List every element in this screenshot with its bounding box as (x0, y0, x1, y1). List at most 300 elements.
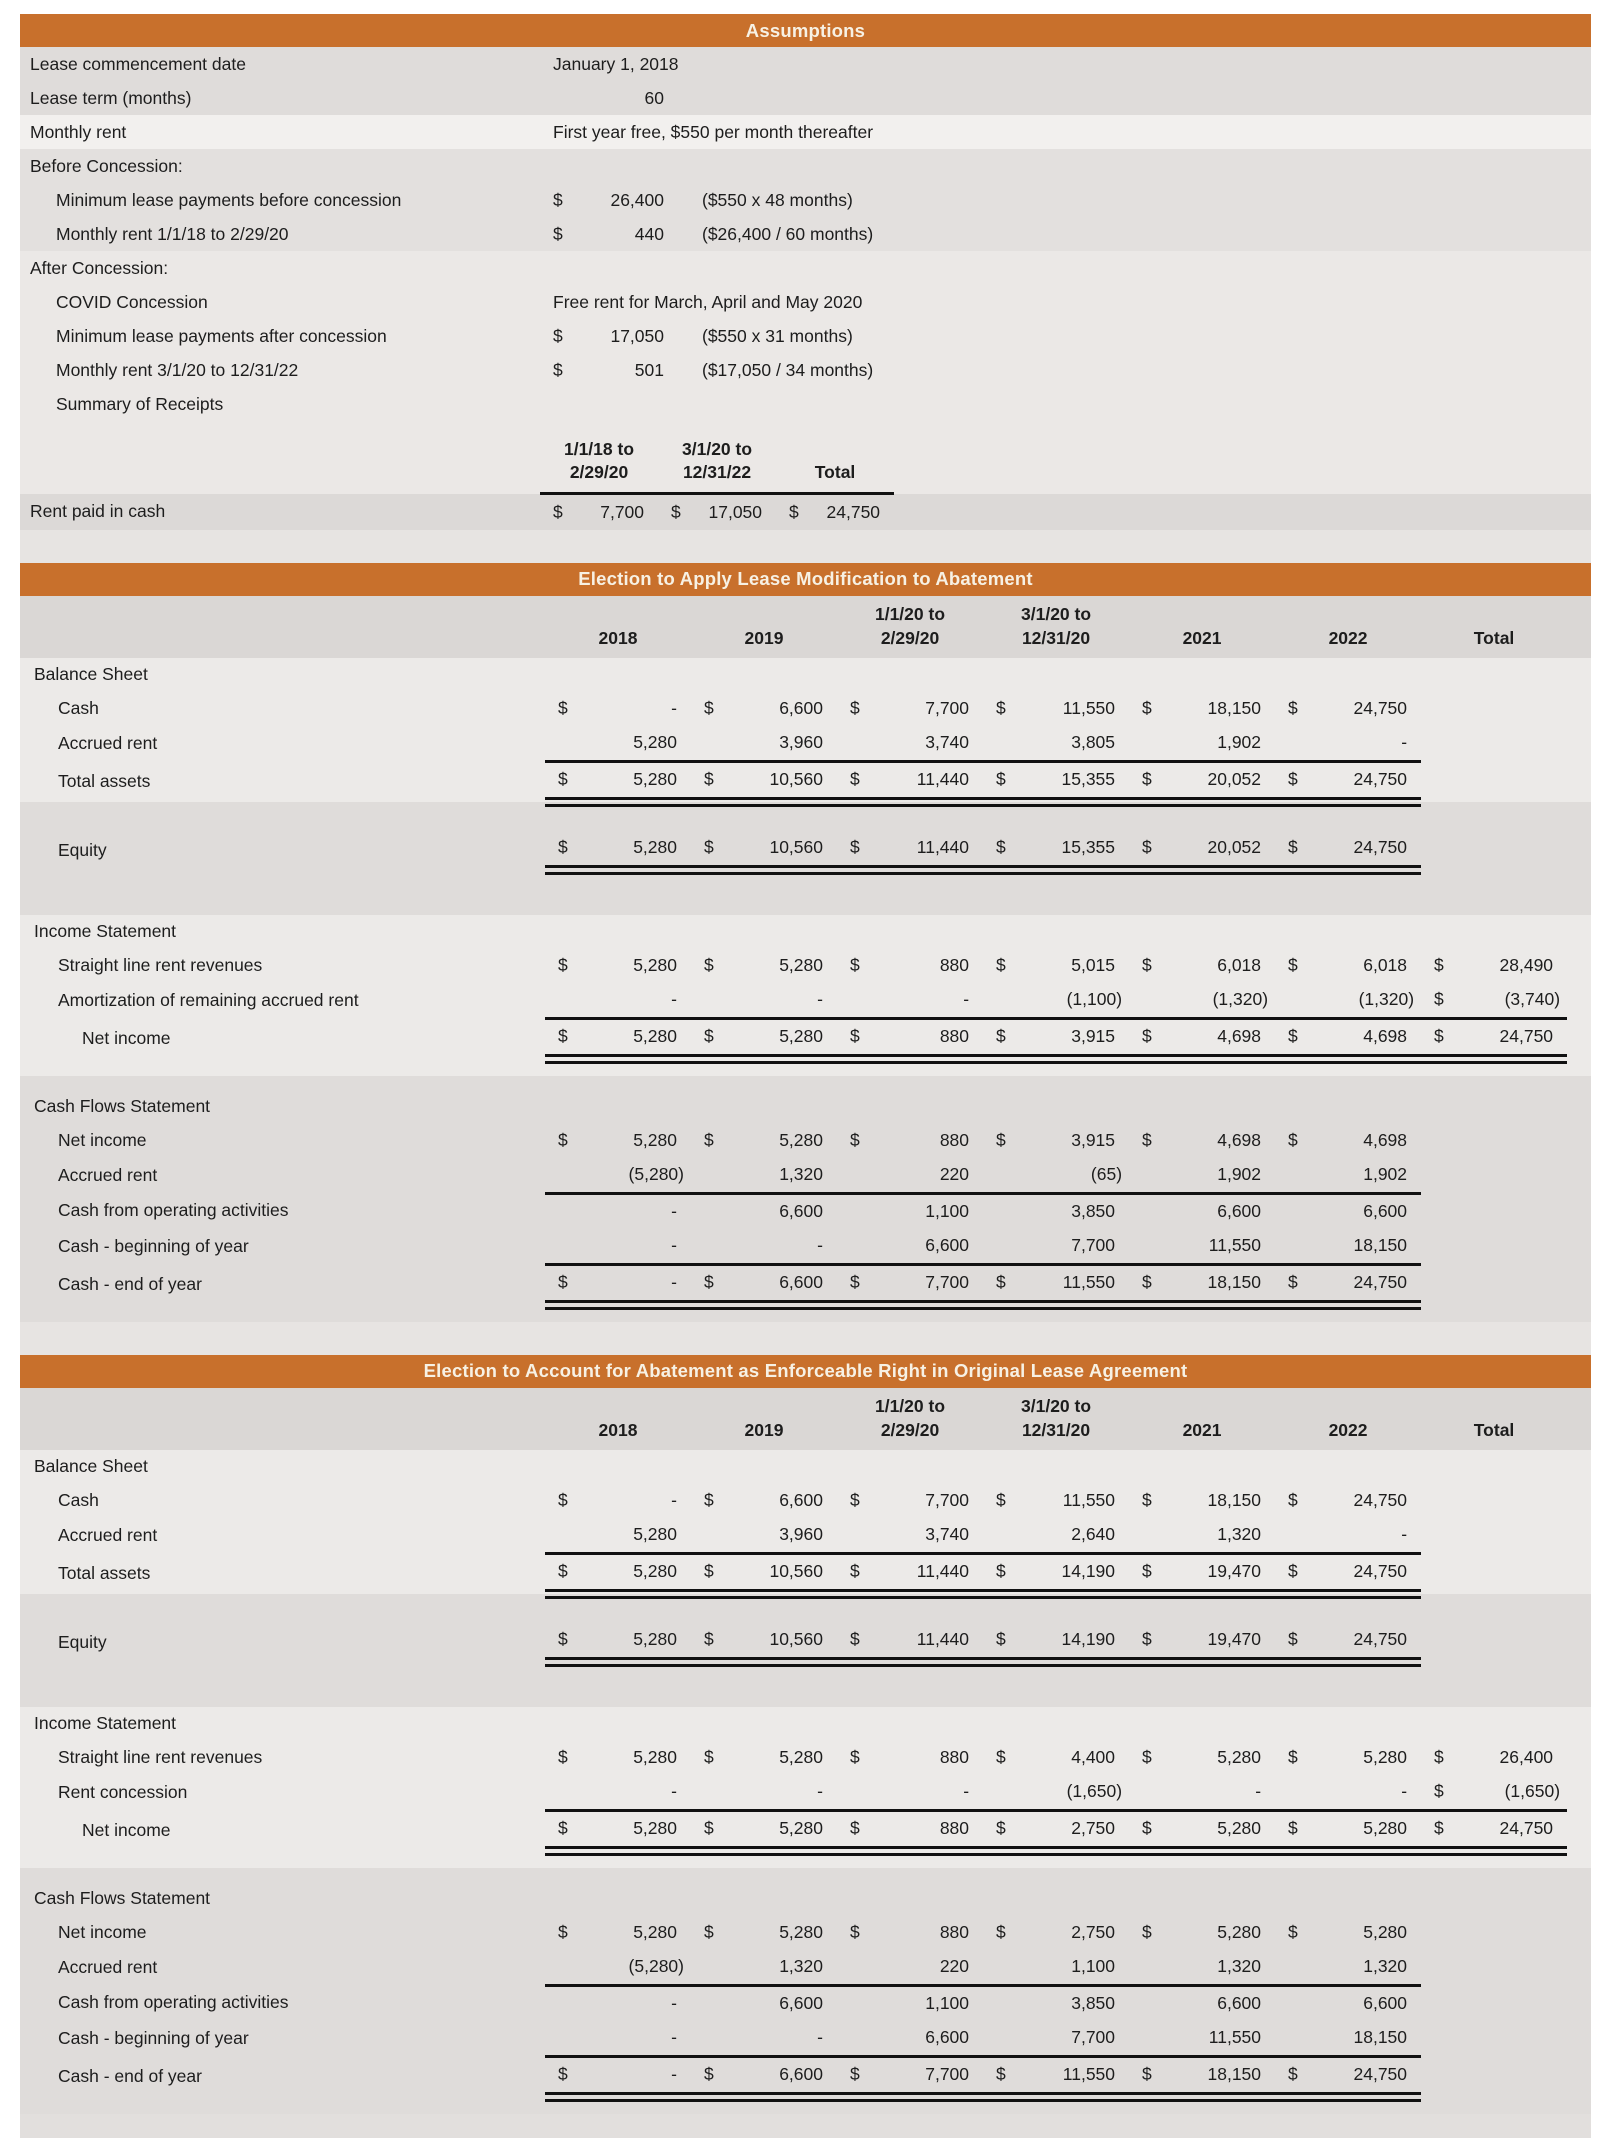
cash-flows-statement-dollar-total (1421, 1882, 1459, 1916)
net-income-value-2019: 5,280 (779, 1922, 823, 1942)
cash-from-operating-activities-value-2022: 6,600 (1363, 1993, 1408, 2013)
spacer (20, 1594, 1591, 1623)
spacer (20, 870, 1591, 915)
col-header-line1: 1/1/20 to (874, 1396, 946, 1417)
income-statement-value-2019 (729, 915, 837, 949)
balance-sheet-value-2019 (729, 658, 837, 692)
accrued-rent-dollar-jan20-feb20 (837, 726, 875, 762)
filler (1567, 1158, 1591, 1194)
minimum-lease-payments-before-concession-dollar: $ (553, 189, 563, 210)
cash-from-operating-activities-dollar-mar20-dec20 (983, 1985, 1021, 2021)
filler (1567, 831, 1591, 870)
balance-sheet-dollar-2018 (545, 1450, 583, 1484)
rent-paid-in-cash-dollar-1: $ (671, 501, 681, 522)
net-income-dollar-jan20-feb20: $ (837, 1810, 875, 1851)
cash-from-operating-activities-dollar-jan20-feb20 (837, 1985, 875, 2021)
equity-value-2022: 24,750 (1313, 831, 1421, 870)
filler (1567, 983, 1591, 1019)
cash-beginning-of-year-value-total (1459, 1229, 1567, 1265)
income-statement-value-total (1459, 915, 1567, 949)
filler (1567, 2021, 1591, 2057)
straight-line-rent-revenues-value-2022: 5,280 (1363, 1747, 1408, 1767)
equity-dollar-2021: $ (1129, 1623, 1167, 1662)
cash-flows-statement-dollar-2022 (1275, 1882, 1313, 1916)
col-header-line1: 3/1/20 to (1021, 604, 1092, 625)
cash-from-operating-activities-value-2021: 6,600 (1217, 1993, 1262, 2013)
col-header-2018 (545, 596, 691, 658)
accrued-rent-label: Accrued rent (58, 1524, 158, 1545)
accrued-rent-value-2019: 1,320 (729, 1158, 837, 1194)
accrued-rent-dollar-2021 (1129, 1158, 1167, 1194)
monthly-rent-3-1-20-to-12-31-22-note: ($17,050 / 34 months) (702, 359, 874, 380)
spacer-row (20, 1851, 1591, 1868)
balance-sheet-dollar-2021 (1129, 1450, 1167, 1484)
net-income-dollar-2022: $ (1275, 1810, 1313, 1851)
straight-line-rent-revenues-value-2022: 6,018 (1363, 955, 1408, 975)
net-income-value-2021: 5,280 (1167, 1810, 1275, 1851)
total-assets-value-2022: 24,750 (1313, 761, 1421, 802)
net-income-dollar-2018: $ (558, 1922, 568, 1942)
income-statement-dollar-2018 (545, 915, 583, 949)
net-income-value-2021: 4,698 (1167, 1018, 1275, 1059)
amortization-of-remaining-accrued-rent-value-2018: - (671, 989, 677, 1009)
cash-from-operating-activities-value-jan20-feb20: 1,100 (925, 1993, 970, 2013)
total-assets-dollar-2022: $ (1275, 1553, 1313, 1594)
modification-equity (20, 802, 1591, 915)
filler (1008, 217, 1591, 251)
col-header-jan20-feb20 (837, 1388, 983, 1450)
modification-column-headers (20, 596, 1591, 658)
net-income-dollar-2018: $ (545, 1810, 583, 1851)
income-statement-label: Income Statement (34, 1713, 177, 1733)
cash-flows-statement-value-mar20-dec20 (1021, 1882, 1129, 1916)
row-cash-flows-statement (20, 1090, 1591, 1124)
cash-value-2022: 24,750 (1353, 1490, 1408, 1510)
assumptions-table (20, 47, 1591, 421)
equity-value-total (1459, 1623, 1567, 1662)
cash-label: Cash (58, 1490, 99, 1510)
equity-dollar-2019: $ (691, 1623, 729, 1662)
income-statement-dollar-jan20-feb20 (837, 915, 875, 949)
lease-term-months-note (678, 81, 1008, 115)
cash-flows-statement-value-jan20-feb20 (875, 1882, 983, 1916)
spacer-row (20, 1868, 1591, 1882)
total-assets-label: Total assets (58, 770, 151, 791)
cash-flows-statement-dollar-2019 (691, 1882, 729, 1916)
assumption-row-monthly-rent (20, 115, 1591, 149)
filler (1567, 915, 1591, 949)
cash-from-operating-activities-label: Cash from operating activities (58, 1992, 289, 2013)
cash-end-of-year-value-2018: - (583, 2056, 691, 2097)
cash-end-of-year-value-jan20-feb20: 7,700 (875, 1264, 983, 1305)
col-header-2021 (1129, 1388, 1275, 1450)
cash-flows-statement-value-2018 (583, 1882, 691, 1916)
amortization-of-remaining-accrued-rent-value-mar20-dec20: (1,100) (1066, 989, 1123, 1009)
section-gap (20, 530, 1591, 563)
cash-flows-statement-value-2022 (1313, 1090, 1421, 1124)
cash-dollar-2018: $ (558, 1490, 568, 1510)
spacer (20, 1662, 1591, 1707)
row-cash-flows-statement (20, 1882, 1591, 1916)
monthly-rent-label: Monthly rent (30, 121, 127, 142)
accrued-rent-value-2019: 3,960 (779, 732, 823, 752)
cash-beginning-of-year-value-2019: - (729, 1229, 837, 1265)
straight-line-rent-revenues-dollar-2021: $ (1142, 1747, 1152, 1767)
monthly-rent-3-1-20-to-12-31-22-label: Monthly rent 3/1/20 to 12/31/22 (56, 359, 299, 380)
accrued-rent-value-jan20-feb20: 3,740 (925, 1524, 970, 1544)
balance-sheet-dollar-total (1421, 1450, 1459, 1484)
amortization-of-remaining-accrued-rent-dollar-2021 (1129, 983, 1167, 1019)
cash-end-of-year-dollar-jan20-feb20: $ (837, 2056, 875, 2097)
rent-concession-dollar-2018 (545, 1775, 583, 1811)
total-assets-dollar-mar20-dec20: $ (983, 761, 1021, 802)
filler (1567, 1775, 1591, 1811)
net-income-dollar-total: $ (1421, 1018, 1459, 1059)
straight-line-rent-revenues-value-2019: 5,280 (779, 1747, 823, 1767)
cash-end-of-year-label: Cash - end of year (58, 2065, 202, 2086)
before-concession-dollar (540, 149, 578, 183)
straight-line-rent-revenues-value-2018: 5,280 (633, 955, 677, 975)
cash-end-of-year-value-total (1459, 2056, 1567, 2097)
accrued-rent-dollar-total (1421, 1518, 1459, 1554)
income-statement-value-mar20-dec20 (1021, 1707, 1129, 1741)
row-rent-paid-in-cash (20, 494, 1591, 530)
cash-beginning-of-year-value-mar20-dec20: 7,700 (1021, 1229, 1129, 1265)
rent-concession-label: Rent concession (58, 1781, 188, 1802)
cash-dollar-2021: $ (1142, 698, 1152, 718)
enforceable-right-table (20, 1388, 1591, 2114)
straight-line-rent-revenues-dollar-2018: $ (558, 955, 568, 975)
accrued-rent-dollar-2022 (1275, 1158, 1313, 1194)
cash-value-jan20-feb20: 7,700 (925, 1490, 970, 1510)
straight-line-rent-revenues-value-mar20-dec20: 5,015 (1071, 955, 1116, 975)
cash-value-2018: - (671, 698, 677, 718)
straight-line-rent-revenues-value-jan20-feb20: 880 (939, 955, 970, 975)
net-income-value-2021: 5,280 (1217, 1922, 1262, 1942)
col-header-line2: 2021 (1182, 627, 1222, 648)
accrued-rent-value-2022: - (1401, 1524, 1408, 1544)
straight-line-rent-revenues-dollar-2019: $ (704, 1747, 714, 1767)
filler (1567, 1229, 1591, 1265)
total-assets-value-2018: 5,280 (583, 1553, 691, 1594)
cash-label: Cash (58, 698, 99, 718)
row-total-assets (20, 761, 1591, 802)
col-header-total (1421, 596, 1567, 658)
cash-beginning-of-year-dollar-2019 (691, 2021, 729, 2057)
col-header-line2: 2019 (744, 627, 784, 648)
equity-value-mar20-dec20: 14,190 (1021, 1623, 1129, 1662)
filler (1567, 1018, 1591, 1059)
monthly-rent-value: First year free, $550 per month thereafter (553, 121, 874, 142)
income-statement-value-2018 (583, 1707, 691, 1741)
filler (1567, 1553, 1591, 1594)
equity-dollar-mar20-dec20: $ (983, 831, 1021, 870)
amortization-of-remaining-accrued-rent-dollar-jan20-feb20 (837, 983, 875, 1019)
row-cash-beginning-of-year (20, 1229, 1591, 1265)
cash-from-operating-activities-value-2021: 6,600 (1217, 1201, 1262, 1221)
row-equity (20, 1623, 1591, 1662)
spacer (20, 1076, 1591, 1090)
row-cash (20, 1484, 1591, 1518)
spacer (20, 802, 1591, 831)
straight-line-rent-revenues-value-total: 26,400 (1499, 1747, 1554, 1767)
modification-cash-flows (20, 1076, 1591, 1322)
row-rent-concession (20, 1775, 1591, 1811)
cash-dollar-2021: $ (1142, 1490, 1152, 1510)
filler (894, 421, 1591, 494)
equity-dollar-total (1421, 831, 1459, 870)
rent-paid-in-cash-label: Rent paid in cash (30, 501, 166, 521)
income-statement-label: Income Statement (34, 921, 177, 941)
col-header-2021 (1129, 596, 1275, 658)
cash-end-of-year-dollar-2022: $ (1275, 1264, 1313, 1305)
net-income-dollar-mar20-dec20: $ (996, 1922, 1006, 1942)
cash-from-operating-activities-dollar-2022 (1275, 1985, 1313, 2021)
filler (1567, 1388, 1591, 1450)
cash-value-jan20-feb20: 7,700 (925, 698, 970, 718)
accrued-rent-value-2022: 1,902 (1313, 1158, 1421, 1194)
minimum-lease-payments-after-concession-dollar: $ (553, 325, 563, 346)
assumption-row-lease-commencement-date (20, 47, 1591, 81)
equity-dollar-2019: $ (691, 831, 729, 870)
filler (1567, 1623, 1591, 1662)
cash-dollar-jan20-feb20: $ (850, 698, 860, 718)
net-income-value-total (1459, 1916, 1567, 1950)
cash-beginning-of-year-dollar-total (1421, 1229, 1459, 1265)
enforceable-right-equity (20, 1594, 1591, 1707)
equity-value-2019: 10,560 (729, 1623, 837, 1662)
accrued-rent-value-total (1459, 726, 1567, 762)
lease-commencement-date-label: Lease commencement date (30, 53, 246, 74)
net-income-value-2019: 5,280 (729, 1810, 837, 1851)
total-assets-dollar-jan20-feb20: $ (837, 1553, 875, 1594)
col-header-2019 (691, 1388, 837, 1450)
balance-sheet-value-2018 (583, 1450, 691, 1484)
cash-flows-statement-dollar-jan20-feb20 (837, 1882, 875, 1916)
accrued-rent-value-2018: (5,280) (583, 1158, 691, 1194)
covid-concession-value: Free rent for March, April and May 2020 (553, 291, 863, 312)
amortization-of-remaining-accrued-rent-value-2022: (1,320) (1358, 989, 1415, 1009)
net-income-value-jan20-feb20: 880 (875, 1018, 983, 1059)
col-header-line2: 2/29/20 (880, 627, 940, 648)
cash-beginning-of-year-label: Cash - beginning of year (58, 1235, 249, 1256)
balance-sheet-value-2018 (583, 658, 691, 692)
cash-beginning-of-year-value-total (1459, 2021, 1567, 2057)
lease-term-months-label: Lease term (months) (30, 87, 192, 108)
cash-beginning-of-year-label: Cash - beginning of year (58, 2027, 249, 2048)
row-amortization-of-remaining-accrued-rent (20, 983, 1591, 1019)
summary-of-receipts-amount (578, 387, 678, 421)
balance-sheet-value-total (1459, 658, 1567, 692)
cash-beginning-of-year-dollar-2021 (1129, 2021, 1167, 2057)
equity-dollar-2018: $ (545, 1623, 583, 1662)
cash-end-of-year-value-mar20-dec20: 11,550 (1021, 1264, 1129, 1305)
total-assets-value-jan20-feb20: 11,440 (875, 761, 983, 802)
assumption-row-minimum-lease-payments-after-concession (20, 319, 1591, 353)
cash-from-operating-activities-value-mar20-dec20: 3,850 (1071, 1993, 1116, 2013)
equity-dollar-2021: $ (1129, 831, 1167, 870)
net-income-value-2022: 4,698 (1363, 1130, 1408, 1150)
filler (1008, 81, 1591, 115)
equity-value-mar20-dec20: 15,355 (1021, 831, 1129, 870)
total-assets-dollar-total (1421, 1553, 1459, 1594)
col-header-2019 (691, 596, 837, 658)
cash-from-operating-activities-value-2018: - (671, 1201, 677, 1221)
cash-flows-statement-dollar-2021 (1129, 1090, 1167, 1124)
net-income-dollar-2022: $ (1275, 1018, 1313, 1059)
filler (894, 494, 1591, 530)
straight-line-rent-revenues-dollar-2022: $ (1288, 1747, 1298, 1767)
total-assets-label: Total assets (58, 1562, 151, 1583)
net-income-value-jan20-feb20: 880 (939, 1922, 970, 1942)
receipts-header-row (20, 421, 1591, 494)
income-statement-dollar-total (1421, 1707, 1459, 1741)
spacer (20, 1868, 1591, 1882)
row-straight-line-rent-revenues (20, 949, 1591, 983)
cash-end-of-year-value-2019: 6,600 (729, 1264, 837, 1305)
balance-sheet-value-mar20-dec20 (1021, 658, 1129, 692)
cash-value-2022: 24,750 (1353, 698, 1408, 718)
amortization-of-remaining-accrued-rent-dollar-2019 (691, 983, 729, 1019)
accrued-rent-dollar-2021 (1129, 1950, 1167, 1986)
covid-concession-label: COVID Concession (56, 291, 208, 312)
straight-line-rent-revenues-label: Straight line rent revenues (58, 1747, 263, 1767)
total-assets-dollar-2021: $ (1129, 1553, 1167, 1594)
col-header-line2: 2018 (598, 1419, 638, 1440)
modification-balance-sheet (20, 658, 1591, 802)
cash-from-operating-activities-dollar-2021 (1129, 1985, 1167, 2021)
net-income-value-mar20-dec20: 2,750 (1071, 1922, 1116, 1942)
cash-flows-statement-dollar-jan20-feb20 (837, 1090, 875, 1124)
cash-from-operating-activities-dollar-2018 (545, 1193, 583, 1229)
row-net-income (20, 1124, 1591, 1158)
cash-flows-statement-value-mar20-dec20 (1021, 1090, 1129, 1124)
total-assets-dollar-2022: $ (1275, 761, 1313, 802)
cash-from-operating-activities-dollar-2018 (545, 1985, 583, 2021)
rent-concession-value-2022: - (1401, 1781, 1408, 1801)
net-income-dollar-total (1421, 1916, 1459, 1950)
net-income-value-2018: 5,280 (633, 1922, 677, 1942)
cash-beginning-of-year-dollar-jan20-feb20 (837, 2021, 875, 2057)
net-income-label: Net income (58, 1130, 147, 1150)
cash-from-operating-activities-value-total (1459, 1193, 1567, 1229)
cash-dollar-2018: $ (558, 698, 568, 718)
total-assets-value-mar20-dec20: 15,355 (1021, 761, 1129, 802)
col-header-line2: Total (1473, 1419, 1515, 1440)
filler (1008, 183, 1591, 217)
cash-end-of-year-dollar-mar20-dec20: $ (983, 2056, 1021, 2097)
cash-beginning-of-year-dollar-2018 (545, 2021, 583, 2057)
cash-beginning-of-year-dollar-jan20-feb20 (837, 1229, 875, 1265)
income-statement-value-jan20-feb20 (875, 1707, 983, 1741)
equity-value-2018: 5,280 (583, 1623, 691, 1662)
equity-dollar-mar20-dec20: $ (983, 1623, 1021, 1662)
filler (1567, 1916, 1591, 1950)
net-income-dollar-2021: $ (1129, 1018, 1167, 1059)
total-assets-value-2018: 5,280 (583, 761, 691, 802)
cash-flows-statement-value-2021 (1167, 1882, 1275, 1916)
total-assets-value-total (1459, 1553, 1567, 1594)
net-income-value-jan20-feb20: 880 (939, 1130, 970, 1150)
balance-sheet-value-mar20-dec20 (1021, 1450, 1129, 1484)
cash-value-2021: 18,150 (1207, 1490, 1262, 1510)
balance-sheet-dollar-total (1421, 658, 1459, 692)
accrued-rent-value-2022: - (1401, 732, 1408, 752)
spacer-row (20, 1305, 1591, 1322)
equity-value-jan20-feb20: 11,440 (875, 831, 983, 870)
accrued-rent-value-2021: 1,320 (1217, 1524, 1262, 1544)
accrued-rent-value-2018: 5,280 (633, 1524, 677, 1544)
cash-end-of-year-value-2018: - (583, 1264, 691, 1305)
spacer (20, 1305, 1591, 1322)
net-income-value-mar20-dec20: 3,915 (1071, 1130, 1116, 1150)
accrued-rent-dollar-mar20-dec20 (983, 1158, 1021, 1194)
cash-from-operating-activities-dollar-mar20-dec20 (983, 1193, 1021, 1229)
spacer-row (20, 1662, 1591, 1707)
straight-line-rent-revenues-value-total: 28,490 (1499, 955, 1554, 975)
net-income-label: Net income (82, 1027, 171, 1048)
rent-concession-value-jan20-feb20: - (963, 1781, 970, 1801)
summary-of-receipts-label: Summary of Receipts (56, 393, 224, 414)
total-assets-dollar-2021: $ (1129, 761, 1167, 802)
balance-sheet-dollar-mar20-dec20 (983, 658, 1021, 692)
total-assets-dollar-2019: $ (691, 1553, 729, 1594)
row-cash-from-operating-activities (20, 1985, 1591, 2021)
cash-dollar-mar20-dec20: $ (996, 1490, 1006, 1510)
income-statement-dollar-2022 (1275, 1707, 1313, 1741)
balance-sheet-dollar-2022 (1275, 1450, 1313, 1484)
col-header-line1: 3/1/20 to (1021, 1396, 1092, 1417)
net-income-value-total: 24,750 (1459, 1018, 1567, 1059)
equity-value-2022: 24,750 (1313, 1623, 1421, 1662)
cash-beginning-of-year-value-2021: 11,550 (1167, 1229, 1275, 1265)
straight-line-rent-revenues-dollar-2019: $ (704, 955, 714, 975)
cash-dollar-mar20-dec20: $ (996, 698, 1006, 718)
net-income-dollar-2021: $ (1142, 1130, 1152, 1150)
accrued-rent-value-mar20-dec20: 2,640 (1071, 1524, 1116, 1544)
accrued-rent-dollar-2022 (1275, 1950, 1313, 1986)
accrued-rent-dollar-2019 (691, 1950, 729, 1986)
straight-line-rent-revenues-dollar-total: $ (1434, 1747, 1444, 1767)
rent-concession-dollar-mar20-dec20 (983, 1775, 1021, 1811)
accrued-rent-value-mar20-dec20: 1,100 (1021, 1950, 1129, 1986)
cash-end-of-year-dollar-2018: $ (545, 2056, 583, 2097)
cash-from-operating-activities-value-jan20-feb20: 1,100 (925, 1201, 970, 1221)
enforceable-right-column-headers (20, 1388, 1591, 1450)
spacer-row (20, 1594, 1591, 1623)
cash-dollar-total (1421, 1484, 1459, 1518)
total-assets-value-total (1459, 761, 1567, 802)
net-income-dollar-2022: $ (1288, 1922, 1298, 1942)
cash-flows-statement-dollar-total (1421, 1090, 1459, 1124)
income-statement-value-mar20-dec20 (1021, 915, 1129, 949)
rent-paid-in-cash-value-2: 24,750 (826, 501, 881, 522)
cash-end-of-year-value-2019: 6,600 (729, 2056, 837, 2097)
net-income-value-jan20-feb20: 880 (875, 1810, 983, 1851)
cash-value-2021: 18,150 (1207, 698, 1262, 718)
filler (1008, 319, 1591, 353)
income-statement-value-2022 (1313, 915, 1421, 949)
income-statement-value-total (1459, 1707, 1567, 1741)
equity-label: Equity (58, 839, 107, 860)
filler (1567, 1450, 1591, 1484)
cash-flows-statement-value-2018 (583, 1090, 691, 1124)
col-header-line2: 2021 (1182, 1419, 1222, 1440)
net-income-dollar-mar20-dec20: $ (996, 1130, 1006, 1150)
filler (1567, 1882, 1591, 1916)
receipts-col-header-12-31-22 (658, 421, 776, 494)
equity-value-jan20-feb20: 11,440 (875, 1623, 983, 1662)
